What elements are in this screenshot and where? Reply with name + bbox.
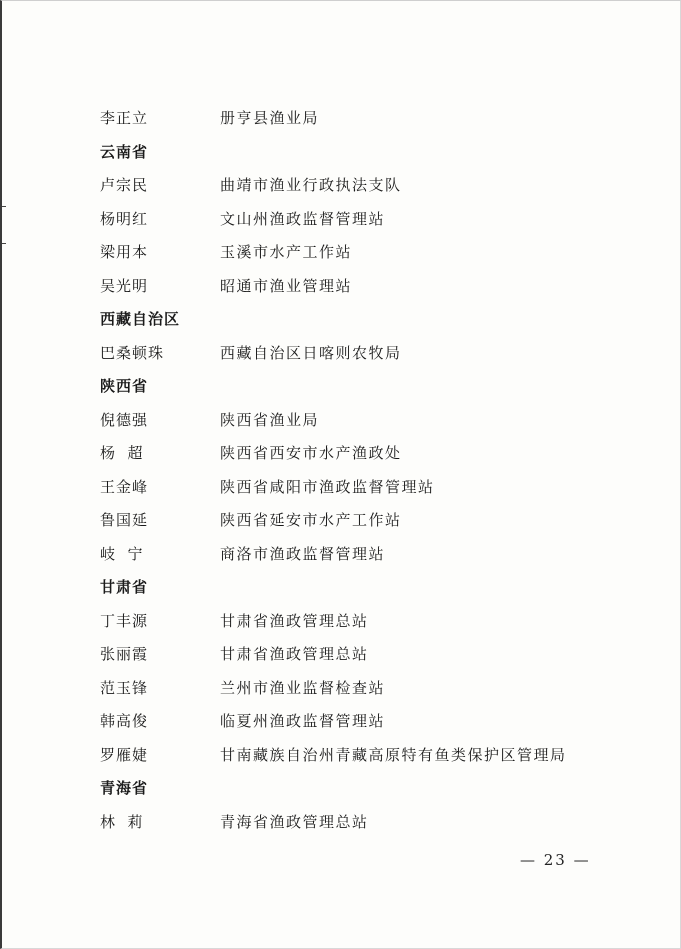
organization-name: 商洛市渔政监督管理站 xyxy=(220,544,386,563)
organization-name: 西藏自治区日喀则农牧局 xyxy=(220,343,402,362)
person-name: 张丽霞 xyxy=(100,645,149,664)
province-heading: 陕西省 xyxy=(100,377,149,396)
person-name: 鲁国延 xyxy=(100,511,149,530)
person-name: 卢宗民 xyxy=(100,176,149,195)
province-heading: 甘肃省 xyxy=(100,578,149,597)
province-heading: 云南省 xyxy=(100,142,149,161)
person-name: 林 莉 xyxy=(100,812,144,831)
person-name: 李正立 xyxy=(100,109,149,128)
organization-name: 甘肃省渔政管理总站 xyxy=(220,611,369,630)
organization-name: 文山州渔政监督管理站 xyxy=(220,209,386,228)
organization-name: 甘肃省渔政管理总站 xyxy=(220,645,369,664)
list-item xyxy=(100,671,640,705)
organization-name: 册亨县渔业局 xyxy=(220,109,320,128)
list-item xyxy=(100,168,640,202)
organization-name: 陕西省西安市水产渔政处 xyxy=(220,444,402,463)
person-name: 巴桑顿珠 xyxy=(100,343,165,362)
organization-name: 甘南藏族自治州青藏高原特有鱼类保护区管理局 xyxy=(220,745,567,764)
list-item xyxy=(100,403,640,437)
organization-name: 昭通市渔业管理站 xyxy=(220,276,353,295)
list-item xyxy=(100,202,640,236)
organization-name: 陕西省咸阳市渔政监督管理站 xyxy=(220,477,435,496)
list-item xyxy=(100,436,640,470)
list-item xyxy=(100,738,640,772)
province-heading: 青海省 xyxy=(100,779,149,798)
organization-name: 玉溪市水产工作站 xyxy=(220,243,353,262)
scan-mark xyxy=(2,243,6,244)
list-item xyxy=(100,101,640,135)
list-item xyxy=(100,503,640,537)
list-item xyxy=(100,637,640,671)
list-item xyxy=(100,336,640,370)
person-name: 罗雁婕 xyxy=(100,745,149,764)
person-name: 梁用本 xyxy=(100,243,149,262)
organization-name: 曲靖市渔业行政执法支队 xyxy=(220,176,402,195)
person-name: 吴光明 xyxy=(100,276,149,295)
organization-name: 陕西省延安市水产工作站 xyxy=(220,511,402,530)
list-item xyxy=(100,805,640,839)
list-item xyxy=(100,604,640,638)
organization-name: 陕西省渔业局 xyxy=(220,410,320,429)
person-name: 王金峰 xyxy=(100,477,149,496)
scan-mark xyxy=(2,206,6,207)
list-item xyxy=(100,269,640,303)
organization-name: 兰州市渔业监督检查站 xyxy=(220,678,386,697)
person-name: 丁丰源 xyxy=(100,611,149,630)
list-item xyxy=(100,235,640,269)
list-item xyxy=(100,537,640,571)
list-item xyxy=(100,704,640,738)
organization-name: 临夏州渔政监督管理站 xyxy=(220,712,386,731)
province-heading: 西藏自治区 xyxy=(100,310,181,329)
person-name: 杨 超 xyxy=(100,444,144,463)
organization-name: 青海省渔政管理总站 xyxy=(220,812,369,831)
person-name: 范玉锋 xyxy=(100,678,149,697)
person-name: 倪德强 xyxy=(100,410,149,429)
list-item xyxy=(100,470,640,504)
person-name: 韩高俊 xyxy=(100,712,149,731)
page-number: — 23 — xyxy=(520,851,591,869)
personnel-list xyxy=(100,101,640,838)
person-name: 岐 宁 xyxy=(100,544,144,563)
person-name: 杨明红 xyxy=(100,209,149,228)
